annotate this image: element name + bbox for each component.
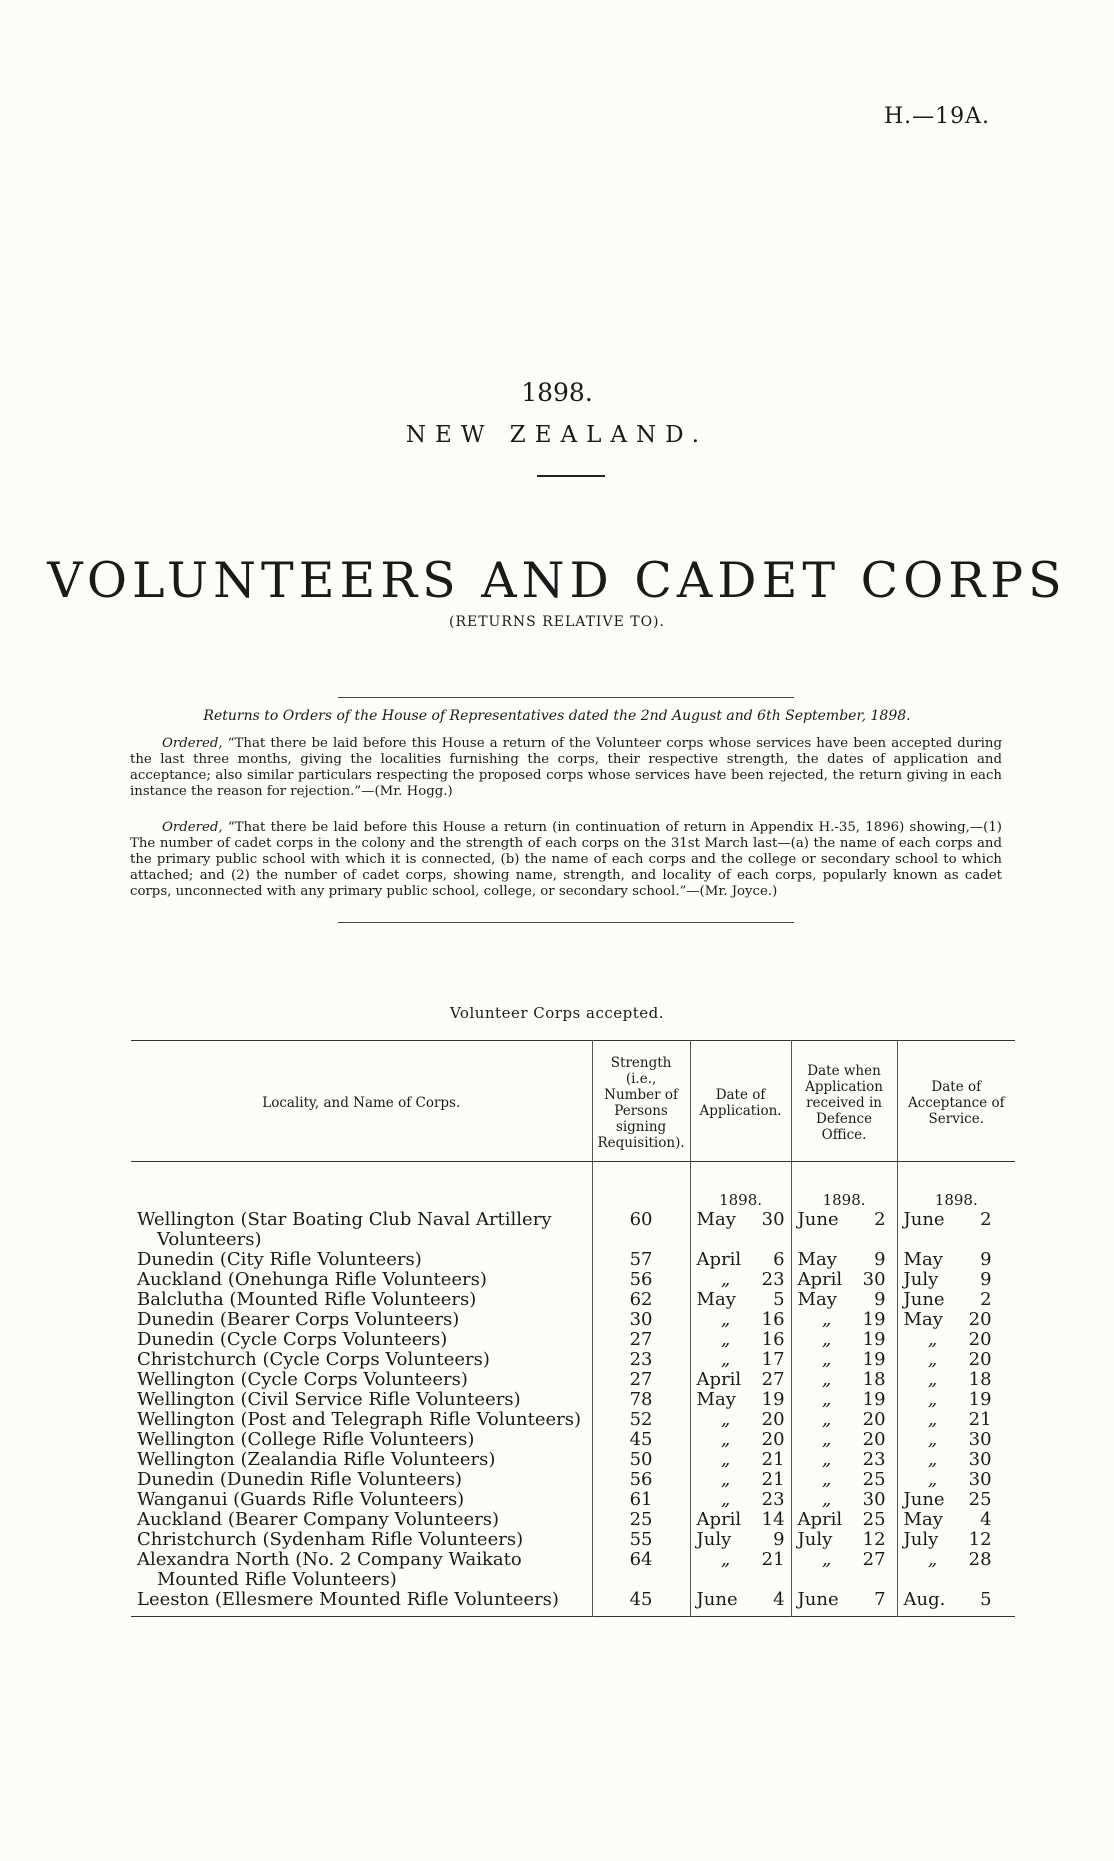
cell-received-day: 30: [862, 1269, 886, 1290]
cell-locality: [131, 1430, 592, 1450]
cell-acceptance-month: „: [927, 1549, 938, 1570]
cell-received-month: „: [821, 1389, 832, 1410]
cell-acceptance-month: „: [927, 1389, 938, 1410]
cell-received-month: „: [821, 1429, 832, 1450]
order-1-lead: Ordered,: [162, 736, 223, 751]
cell-received: [791, 1370, 897, 1390]
locality-text: Wellington (Post and Telegraph Rifle Volunteers): [137, 1409, 582, 1430]
table-row: [131, 1430, 1015, 1450]
cell-strength: 45: [592, 1430, 690, 1450]
table-title: Volunteer Corps accepted.: [449, 1004, 665, 1022]
cell-strength: 27: [592, 1330, 690, 1350]
short-divider: [537, 475, 605, 477]
locality-text: Christchurch (Sydenham Rifle Volunteers): [137, 1529, 524, 1550]
cell-acceptance-month: „: [927, 1449, 938, 1470]
cell-application-month: „: [720, 1489, 731, 1510]
cell-acceptance-day: 5: [980, 1589, 992, 1610]
cell-application: [690, 1530, 791, 1550]
table-row: [131, 1470, 1015, 1490]
cell-received-day: 19: [862, 1349, 886, 1370]
cell-received-day: 12: [862, 1529, 886, 1550]
cell-locality: [131, 1250, 592, 1270]
cell-application-month: May: [696, 1289, 736, 1310]
locality-text: Auckland (Onehunga Rifle Volunteers): [137, 1269, 487, 1290]
order-2-lead: Ordered,: [162, 820, 223, 835]
cell-acceptance-month: „: [927, 1469, 938, 1490]
cell-acceptance-month: May: [903, 1509, 943, 1530]
cell-acceptance: [897, 1310, 1015, 1330]
cell-acceptance-day: 30: [968, 1449, 992, 1470]
cell-received-day: 20: [862, 1429, 886, 1450]
cell-acceptance-day: 21: [968, 1409, 992, 1430]
cell-strength: 62: [592, 1290, 690, 1310]
cell-locality: [131, 1470, 592, 1490]
year-acceptance: 1898.: [897, 1162, 1015, 1211]
order-2-text: “That there be laid before this House a return (in continuation of return in Appendix H.-35, 1896) showing,—(1) The number of cadet corps in the colony and the strength of each corps on the 31st March last—(a) the name of each corps and the primary public school with which it is connected, (b) the name of each corps and the college or secondary school to which attached; and (2) the number of cadet corps, showing name, strength, and locality of each corps, popularly known as cadet corps, unconnected with any primary public school, college, or secondary school.”—(Mr. Joyce.): [130, 820, 1002, 899]
cell-acceptance: [897, 1410, 1015, 1430]
cell-received: [791, 1550, 897, 1590]
cell-application-month: „: [720, 1309, 731, 1330]
cell-locality: [131, 1530, 592, 1550]
cell-received: [791, 1290, 897, 1310]
cell-acceptance: [897, 1490, 1015, 1510]
cell-application-day: 6: [773, 1249, 785, 1270]
cell-acceptance: [897, 1510, 1015, 1530]
cell-application: [690, 1410, 791, 1430]
cell-received-month: „: [821, 1329, 832, 1350]
cell-application-day: 20: [761, 1409, 785, 1430]
locality-text: Wellington (College Rifle Volunteers): [137, 1429, 475, 1450]
cell-application: [690, 1470, 791, 1490]
cell-received-month: „: [821, 1369, 832, 1390]
cell-acceptance-day: 25: [968, 1489, 992, 1510]
cell-acceptance-day: 30: [968, 1429, 992, 1450]
cell-received-day: 20: [862, 1409, 886, 1430]
locality-text: Dunedin (Bearer Corps Volunteers): [137, 1309, 460, 1330]
table-row: [131, 1270, 1015, 1290]
cell-locality: [131, 1310, 592, 1330]
table-row: [131, 1510, 1015, 1530]
document-reference: H.—19A.: [883, 104, 990, 129]
cell-received: [791, 1390, 897, 1410]
divider-top: [338, 697, 794, 698]
cell-application-month: „: [720, 1349, 731, 1370]
cell-application-day: 9: [773, 1529, 785, 1550]
cell-acceptance: [897, 1350, 1015, 1370]
cell-acceptance-month: June: [903, 1209, 945, 1230]
cell-application: [690, 1490, 791, 1510]
cell-application-month: April: [696, 1509, 742, 1530]
cell-received-month: „: [821, 1469, 832, 1490]
locality-text: Leeston (Ellesmere Mounted Rifle Volunteers): [137, 1589, 559, 1610]
cell-received-month: May: [797, 1249, 837, 1270]
cell-application-day: 20: [761, 1429, 785, 1450]
document-title: VOLUNTEERS AND CADET CORPS: [47, 552, 1067, 609]
cell-strength: 30: [592, 1310, 690, 1330]
cell-acceptance-month: June: [903, 1489, 945, 1510]
cell-application-month: May: [696, 1389, 736, 1410]
cell-received-day: 7: [874, 1589, 886, 1610]
cell-application-month: „: [720, 1549, 731, 1570]
document-year: 1898.: [521, 378, 593, 407]
cell-locality: [131, 1210, 592, 1250]
cell-locality: [131, 1490, 592, 1510]
cell-application-month: April: [696, 1249, 742, 1270]
table-row: [131, 1530, 1015, 1550]
cell-received: [791, 1450, 897, 1470]
cell-locality: [131, 1450, 592, 1470]
cell-acceptance: [897, 1390, 1015, 1410]
cell-acceptance-day: 20: [968, 1309, 992, 1330]
cell-application: [690, 1270, 791, 1290]
cell-acceptance: [897, 1470, 1015, 1490]
table-bottom-spacer: [131, 1610, 1015, 1617]
cell-acceptance-day: 12: [968, 1529, 992, 1550]
returns-line: Returns to Orders of the House of Representatives dated the 2nd August and 6th September, 1898.: [203, 708, 911, 724]
cell-received: [791, 1510, 897, 1530]
cell-application: [690, 1290, 791, 1310]
cell-locality: [131, 1350, 592, 1370]
cell-application: [690, 1550, 791, 1590]
cell-acceptance: [897, 1430, 1015, 1450]
country-heading: NEW ZEALAND.: [405, 422, 709, 448]
cell-locality: [131, 1330, 592, 1350]
cell-application-day: 27: [761, 1369, 785, 1390]
document-subtitle: (RETURNS RELATIVE TO).: [449, 614, 665, 630]
cell-acceptance-day: 18: [968, 1369, 992, 1390]
header-application: Date of Application.: [690, 1041, 791, 1162]
cell-acceptance: [897, 1290, 1015, 1310]
cell-received-month: „: [821, 1549, 832, 1570]
cell-received: [791, 1430, 897, 1450]
cell-received-day: 23: [862, 1449, 886, 1470]
table-row: [131, 1370, 1015, 1390]
cell-application-day: 23: [761, 1269, 785, 1290]
cell-application-month: „: [720, 1429, 731, 1450]
cell-application-day: 16: [761, 1309, 785, 1330]
locality-text: Dunedin (City Rifle Volunteers): [137, 1249, 422, 1270]
locality-text: Christchurch (Cycle Corps Volunteers): [137, 1349, 490, 1370]
table-row: [131, 1350, 1015, 1370]
cell-acceptance: [897, 1450, 1015, 1470]
cell-received-day: 19: [862, 1309, 886, 1330]
cell-application-month: July: [696, 1529, 732, 1550]
cell-acceptance: [897, 1210, 1015, 1250]
cell-received-month: June: [797, 1589, 839, 1610]
table-row: [131, 1250, 1015, 1270]
table-row: [131, 1590, 1015, 1610]
cell-received-day: 25: [862, 1509, 886, 1530]
cell-received-month: July: [797, 1529, 833, 1550]
cell-acceptance-day: 9: [980, 1249, 992, 1270]
year-received: 1898.: [791, 1162, 897, 1211]
table-row: [131, 1450, 1015, 1470]
cell-acceptance-day: 2: [980, 1289, 992, 1310]
table-row: [131, 1290, 1015, 1310]
table-row: [131, 1550, 1015, 1590]
cell-acceptance: [897, 1590, 1015, 1610]
table-row: [131, 1330, 1015, 1350]
cell-acceptance-day: 19: [968, 1389, 992, 1410]
locality-text: Alexandra North (No. 2 Company Waikato Mounted Rifle Volunteers): [137, 1549, 522, 1590]
cell-received: [791, 1470, 897, 1490]
cell-received: [791, 1330, 897, 1350]
cell-application-month: June: [696, 1589, 738, 1610]
cell-received: [791, 1270, 897, 1290]
cell-strength: 55: [592, 1530, 690, 1550]
cell-application: [690, 1370, 791, 1390]
cell-acceptance: [897, 1270, 1015, 1290]
cell-received: [791, 1490, 897, 1510]
cell-application: [690, 1350, 791, 1370]
cell-acceptance-month: „: [927, 1329, 938, 1350]
table-header-row: [131, 1041, 1015, 1162]
cell-received-month: June: [797, 1209, 839, 1230]
cell-strength: 56: [592, 1470, 690, 1490]
cell-acceptance-month: June: [903, 1289, 945, 1310]
cell-application-month: April: [696, 1369, 742, 1390]
cell-received: [791, 1210, 897, 1250]
year-row: [131, 1162, 1015, 1211]
cell-locality: [131, 1410, 592, 1430]
cell-acceptance-month: July: [903, 1269, 939, 1290]
cell-strength: 45: [592, 1590, 690, 1610]
cell-application-month: „: [720, 1449, 731, 1470]
cell-acceptance: [897, 1330, 1015, 1350]
locality-text: Wellington (Zealandia Rifle Volunteers): [137, 1449, 496, 1470]
locality-text: Dunedin (Dunedin Rifle Volunteers): [137, 1469, 462, 1490]
cell-received: [791, 1250, 897, 1270]
cell-received-month: „: [821, 1449, 832, 1470]
cell-acceptance-day: 20: [968, 1329, 992, 1350]
cell-application-day: 16: [761, 1329, 785, 1350]
cell-application-month: May: [696, 1209, 736, 1230]
cell-received: [791, 1590, 897, 1610]
cell-acceptance: [897, 1530, 1015, 1550]
cell-application-month: „: [720, 1269, 731, 1290]
header-strength: Strength (i.e., Number of Persons signing Requisition).: [592, 1041, 690, 1162]
cell-received-month: „: [821, 1349, 832, 1370]
cell-strength: 57: [592, 1250, 690, 1270]
locality-text: Balclutha (Mounted Rifle Volunteers): [137, 1289, 477, 1310]
cell-application-day: 23: [761, 1489, 785, 1510]
cell-application-month: „: [720, 1329, 731, 1350]
header-received: Date when Application received in Defence Office.: [791, 1041, 897, 1162]
locality-text: Auckland (Bearer Company Volunteers): [137, 1509, 500, 1530]
cell-received-day: 19: [862, 1329, 886, 1350]
cell-application: [690, 1590, 791, 1610]
cell-application-day: 14: [761, 1509, 785, 1530]
cell-strength: 60: [592, 1210, 690, 1250]
cell-received: [791, 1310, 897, 1330]
cell-application-day: 30: [761, 1209, 785, 1230]
locality-text: Wellington (Civil Service Rifle Volunteers): [137, 1389, 521, 1410]
header-acceptance: Date of Acceptance of Service.: [897, 1041, 1015, 1162]
cell-application-day: 21: [761, 1549, 785, 1570]
cell-locality: [131, 1390, 592, 1410]
cell-received-day: 9: [874, 1249, 886, 1270]
cell-acceptance-day: 28: [968, 1549, 992, 1570]
cell-acceptance-month: „: [927, 1369, 938, 1390]
cell-application: [690, 1330, 791, 1350]
cell-strength: 78: [592, 1390, 690, 1410]
cell-received-month: „: [821, 1489, 832, 1510]
cell-acceptance-month: „: [927, 1429, 938, 1450]
cell-application-day: 21: [761, 1469, 785, 1490]
cell-received: [791, 1410, 897, 1430]
cell-received-month: May: [797, 1289, 837, 1310]
cell-received-day: 30: [862, 1489, 886, 1510]
cell-acceptance-month: „: [927, 1349, 938, 1370]
cell-strength: 27: [592, 1370, 690, 1390]
cell-acceptance-day: 20: [968, 1349, 992, 1370]
cell-locality: [131, 1370, 592, 1390]
order-1-text: “That there be laid before this House a return of the Volunteer corps whose services have been accepted during the last three months, giving the localities furnishing the corps, their respective strength, the dates of application and acceptance; also similar particulars respecting the proposed corps whose services have been rejected, the return giving in each instance the reason for rejection.”—(Mr. Hogg.): [130, 736, 1002, 799]
cell-application-day: 5: [773, 1289, 785, 1310]
cell-received: [791, 1530, 897, 1550]
locality-text: Dunedin (Cycle Corps Volunteers): [137, 1329, 448, 1350]
cell-application: [690, 1390, 791, 1410]
table-row: [131, 1490, 1015, 1510]
volunteer-corps-table: [131, 1040, 1015, 1617]
cell-received-day: 18: [862, 1369, 886, 1390]
locality-text: Wellington (Star Boating Club Naval Artillery Volunteers): [137, 1209, 552, 1250]
cell-application-month: „: [720, 1409, 731, 1430]
cell-strength: 56: [592, 1270, 690, 1290]
cell-received-month: April: [797, 1509, 843, 1530]
cell-acceptance-month: „: [927, 1409, 938, 1430]
cell-locality: [131, 1550, 592, 1590]
cell-strength: 61: [592, 1490, 690, 1510]
cell-application: [690, 1510, 791, 1530]
table-row: [131, 1390, 1015, 1410]
cell-strength: 25: [592, 1510, 690, 1530]
cell-received-month: „: [821, 1409, 832, 1430]
table-row: [131, 1410, 1015, 1430]
cell-application: [690, 1310, 791, 1330]
order-paragraph-1: [130, 736, 1002, 800]
cell-acceptance-month: Aug.: [903, 1589, 946, 1610]
cell-acceptance-day: 4: [980, 1509, 992, 1530]
cell-locality: [131, 1270, 592, 1290]
cell-locality: [131, 1590, 592, 1610]
cell-acceptance-day: 30: [968, 1469, 992, 1490]
cell-application-day: 19: [761, 1389, 785, 1410]
cell-application-day: 4: [773, 1589, 785, 1610]
cell-strength: 50: [592, 1450, 690, 1470]
cell-strength: 23: [592, 1350, 690, 1370]
cell-acceptance-month: July: [903, 1529, 939, 1550]
locality-text: Wellington (Cycle Corps Volunteers): [137, 1369, 468, 1390]
header-locality: Locality, and Name of Corps.: [131, 1041, 592, 1162]
cell-strength: 64: [592, 1550, 690, 1590]
cell-strength: 52: [592, 1410, 690, 1430]
cell-acceptance: [897, 1250, 1015, 1270]
cell-received: [791, 1350, 897, 1370]
cell-acceptance: [897, 1550, 1015, 1590]
cell-received-month: „: [821, 1309, 832, 1330]
cell-received-day: 9: [874, 1289, 886, 1310]
cell-received-day: 2: [874, 1209, 886, 1230]
cell-application: [690, 1210, 791, 1250]
table-row: [131, 1210, 1015, 1250]
cell-locality: [131, 1510, 592, 1530]
cell-application-month: „: [720, 1469, 731, 1490]
cell-received-day: 19: [862, 1389, 886, 1410]
cell-received-month: April: [797, 1269, 843, 1290]
locality-text: Wanganui (Guards Rifle Volunteers): [137, 1489, 465, 1510]
table-row: [131, 1310, 1015, 1330]
cell-application: [690, 1250, 791, 1270]
cell-application-day: 21: [761, 1449, 785, 1470]
cell-acceptance-month: May: [903, 1309, 943, 1330]
cell-acceptance-month: May: [903, 1249, 943, 1270]
cell-acceptance-day: 2: [980, 1209, 992, 1230]
cell-acceptance: [897, 1370, 1015, 1390]
cell-received-day: 25: [862, 1469, 886, 1490]
divider-bottom: [338, 922, 794, 923]
cell-acceptance-day: 9: [980, 1269, 992, 1290]
cell-received-day: 27: [862, 1549, 886, 1570]
cell-locality: [131, 1290, 592, 1310]
year-application: 1898.: [690, 1162, 791, 1211]
cell-application: [690, 1450, 791, 1470]
order-paragraph-2: [130, 820, 1002, 900]
cell-application-day: 17: [761, 1349, 785, 1370]
cell-application: [690, 1430, 791, 1450]
